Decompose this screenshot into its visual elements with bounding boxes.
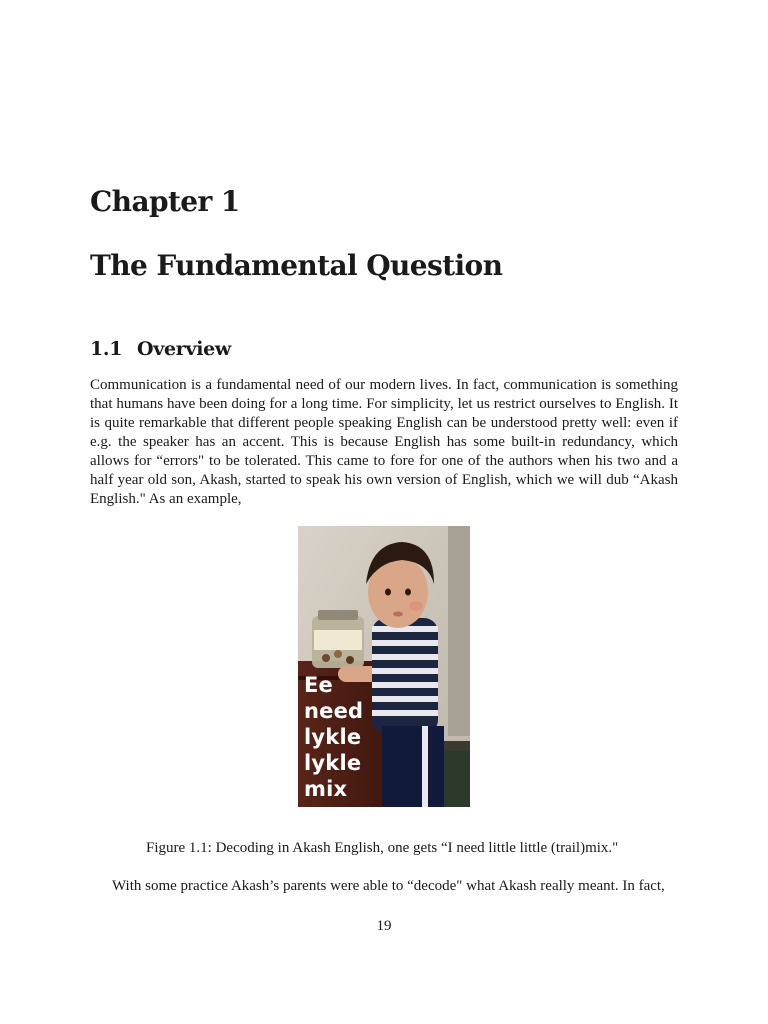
figure-overlay-text <box>304 672 363 802</box>
overview-paragraph: Communication is a fundamental need of our modern lives. In fact, communication is something that humans have been doing for a long time. For simplicity, let us restrict ourselves to English. It is quite remarkable that different people speaking English can be understood pretty well: even if e.g. the speaker has an accent. This is because English has some built-in redundancy, which allows for “errors" to be tolerated. This came to fore for one of the authors when his two and a half year old son, Akash, started to speak his own version of English, which we will dub “Akash English." As an example, <box>90 377 678 507</box>
chapter-title: The Fundamental Question <box>90 249 503 282</box>
overlay-line: mix <box>304 777 348 801</box>
overlay-line: need <box>304 699 364 723</box>
overlay-line: lykle <box>304 725 362 749</box>
section-heading <box>90 336 231 362</box>
continuation-paragraph: With some practice Akash’s parents were able to “decode" what Akash really meant. In fact, <box>112 878 665 894</box>
chapter-label: Chapter 1 <box>90 185 240 218</box>
overlay-line: Ee <box>304 673 333 697</box>
figure-caption: Figure 1.1: Decoding in Akash English, one gets “I need little little (trail)mix." <box>146 840 619 856</box>
figure-photo <box>298 526 470 807</box>
section-number: 1.1 <box>90 338 123 360</box>
page-number: 19 <box>376 918 392 934</box>
overlay-line: lykle <box>304 751 362 775</box>
section-title: Overview <box>137 338 231 360</box>
